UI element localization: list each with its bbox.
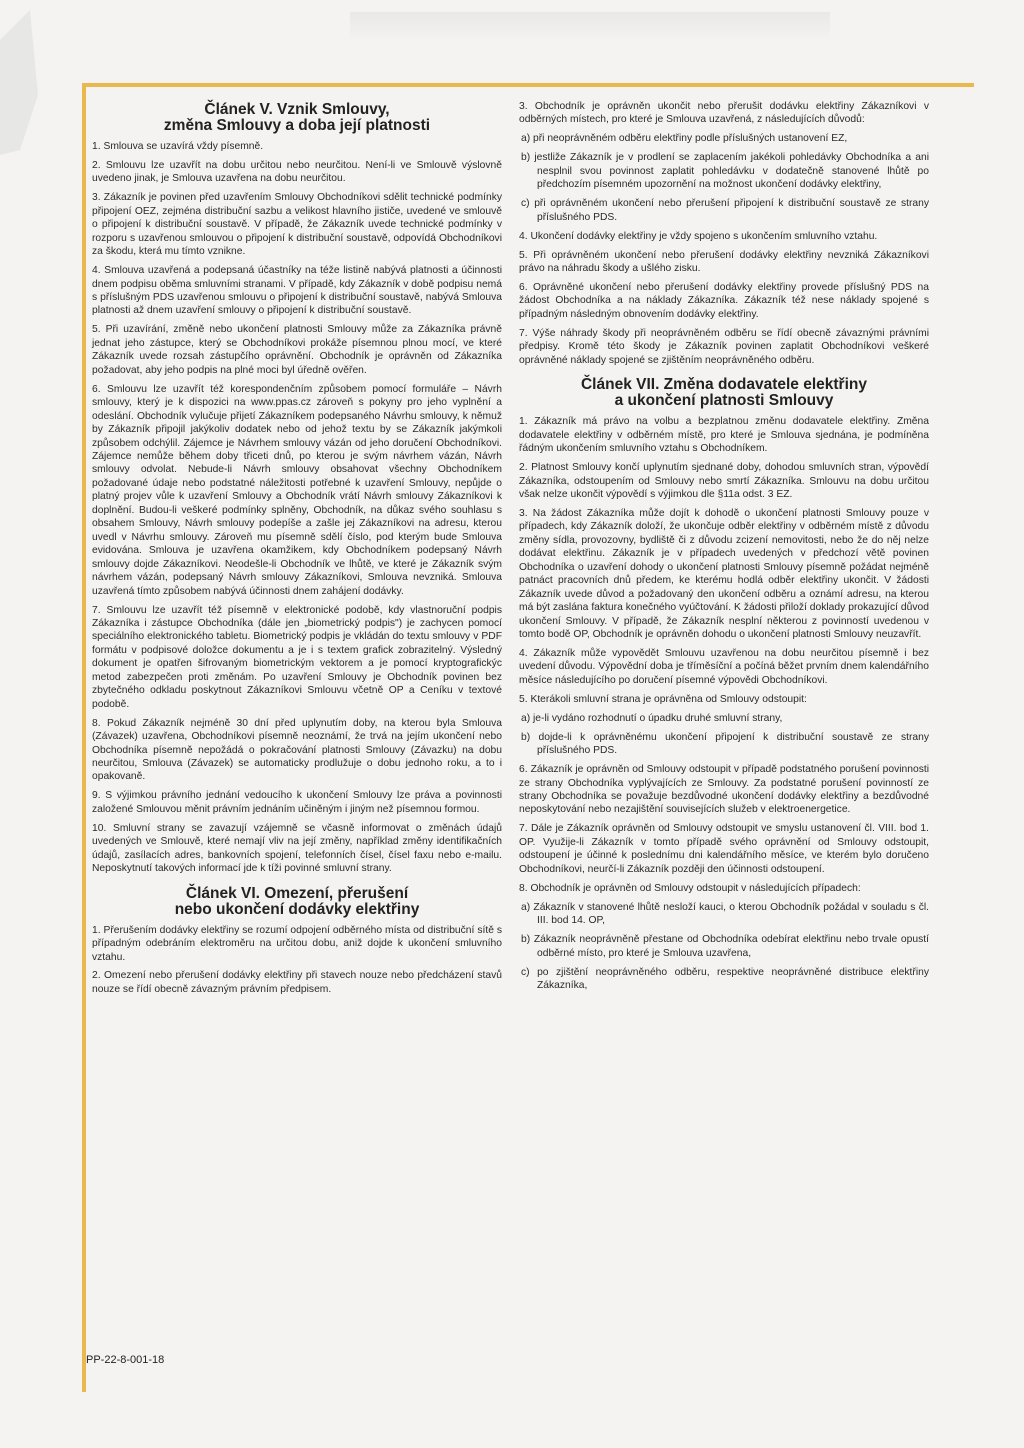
paragraph: 2. Omezení nebo přerušení dodávky elektřiny při stavech nouze nebo předcházení stavů nouze se řídí obecně závazným právním předpisem. — [92, 970, 502, 995]
paragraph: 1. Smlouva se uzavírá vždy písemně. — [92, 141, 264, 152]
list-item: b) jestliže Zákazník je v prodlení se zaplacením jakékoli pohledávky Obchodníka a ani nesplnil svou povinnost zaplatit pohledávku v dodatečně stanovené lhůtě po předchozím písemném upozornění na možnost ukončení dodávky elektřiny, — [521, 152, 929, 191]
list-item: a) Zákazník v stanovené lhůtě nesloží kauci, o kterou Obchodník požádal v souladu s čl. III. bod 14. OP, — [521, 901, 929, 927]
heading-line: změna Smlouvy a doba její platnosti — [163, 117, 431, 134]
paragraph: 3. Zákazník je povinen před uzavřením Smlouvy Obchodníkovi sdělit technické podmínky připojení OEZ, zejména distribuční sazbu a velikost hlavního jističe, uvedené ve smlouvě o připojení k distribuční soustavě. V případě, že Zákazník uvede technické podmínky v rozporu s uzavřenou smlouvou o připojení k distribuční soustavě, odpovídá Obchodníkovi za škodu, která mu tímto vznikne. — [92, 192, 502, 258]
paragraph: 1. Zákazník má právo na volbu a bezplatnou změnu dodavatele elektřiny. Změna dodavatele elektřiny v odběrném místě, pro které je Smlouva sjednána, je podmíněna řádným ukončením smluvního vztahu s Obchodníkem. — [519, 416, 929, 455]
list-item: b) dojde-li k oprávněnému ukončení připojení k distribuční soustavě ze strany příslušného PDS. — [521, 731, 929, 757]
paragraph: 8. Pokud Zákazník nejméně 30 dní před uplynutím doby, na kterou byla Smlouva (Závazek) uzavřena, Obchodníkovi písemně neoznámí, že trvá na jejím ukončení nebo Obchodníka písemně nepožádá o pokračování platnosti Smlouvy (Závazku) na dobu neurčitou, Smlouva (Závazek) se automaticky prodlužuje o dobu jednoho roku, a to i opakovaně. — [92, 717, 502, 783]
paragraph: 7. Smlouvu lze uzavřít též písemně v elektronické podobě, kdy vlastnoruční podpis Zákazníka i zástupce Obchodníka (dále jen „biometrický podpis") je zachycen pomocí speciálního elektronického tabletu. Biometrický podpis je vkládán do textu smlouvy v PDF formátu v podpisové doložce dokumentu a je i s textem grafick zobrazitelný. Výsledný dokument je opatřen šifrovaným biometrickým vektorem a je pomocí kryptografickýc metod zabezpečen proti změnám. Po uzavření Smlouvy je Obchodník povinen bez zbytečného odkladu poskytnout Zákazníkovi Smlouvu včetně OP a Ceníku v textové podobě. — [92, 604, 502, 710]
paragraph: 2. Platnost Smlouvy končí uplynutím sjednané doby, dohodou smluvních stran, výpovědí Zákazníka, odstoupením od Smlouvy nebo smrtí Zákazníka. Smlouvu na dobu určitou však nelze ukončit výpovědí s výjimkou dle §11a odst. 3 EZ. — [519, 462, 929, 500]
paragraph: 4. Ukončení dodávky elektřiny je vždy spojeno s ukončením smluvního vztahu. — [519, 230, 878, 242]
paragraph: 3. Obchodník je oprávněn ukončit nebo přerušit dodávku elektřiny Zákazníkovi v odběrných místech, pro které je Smlouva uzavřená, z následujících důvodů: — [519, 101, 929, 126]
paragraph: 1. Přerušením dodávky elektřiny se rozumí odpojení odběrného místa od distribuční sítě s případným odebráním elektroměru na určitou dobu, aniž dojde k ukončení smluvního vztahu. — [92, 924, 502, 963]
heading-line: Článek V. Vznik Smlouvy, — [204, 101, 390, 118]
paragraph: 8. Obchodník je oprávněn od Smlouvy odstoupit v následujících případech: — [519, 882, 861, 894]
list-item: a) při neoprávněném odběru elektřiny podle příslušných ustanovení EZ, — [521, 133, 848, 145]
paragraph: 6. Zákazník je oprávněn od Smlouvy odstoupit v případě podstatného porušení povinnosti ze strany Obchodníka vyplývajících ze Smlouvy. Za podstatné porušení povinností ze strany Obchodníka se považuje bezdůvodné ukončení dodávky elektřiny a bezdůvodné neposkytování nebo nezajištění souvisejících služeb v elektroenergetice. — [519, 764, 929, 816]
paragraph: 4. Smlouva uzavřená a podepsaná účastníky na téže listině nabývá platnosti a účinnosti dnem podpisu oběma smluvními stranami. V případě, kdy Zákazník v době podpisu nemá s příslušným PDS uzavřenou smlouvu o připojení k distribuční soustavě, nabývá Smlouva platnosti až dnem uzavření smlouvy o připojení k distribuční soustavě. — [92, 265, 502, 317]
paragraph: 5. Při uzavírání, změně nebo ukončení platnosti Smlouvy může za Zákazníka právně jednat jeho zástupce, který se Obchodníkovi prokáže písemnou plnou mocí, ve které Zákazník uvede rozsah zástupčího oprávnění. Obchodník je oprávněn od Zákazníka požadovat, aby jeho podpis na plné moci byl úředně ověřen. — [92, 324, 502, 376]
right-column — [519, 100, 929, 998]
heading-line: Článek VII. Změna dodavatele elektřiny — [580, 376, 867, 394]
list-item: b) Zákazník neoprávněně přestane od Obchodníka odebírat elektřinu nebo trvale opustí odběrné místo, pro které je Smlouva uzavřena, — [521, 934, 929, 959]
document-code: PP-22-8-001-18 — [86, 1354, 165, 1366]
paragraph: 7. Dále je Zákazník oprávněn od Smlouvy odstoupit ve smyslu ustanovení čl. VIII. bod 1. OP. Využije-li Zákazník v tomto případě svého oprávnění od Smlouvy odstoupit, odstoupení je účinné k poslednímu dni kalendářního měsíce, ve kterém bylo doručeno Obchodníkovi, neurčí-li Zákazník později den účinnosti odstoupení. — [519, 823, 929, 875]
paragraph: 5. Kterákoli smluvní strana je oprávněna od Smlouvy odstoupit: — [519, 693, 807, 705]
scan-shadow — [350, 12, 830, 42]
list-item: a) je-li vydáno rozhodnutí o úpadku druhé smluvní strany, — [521, 712, 783, 724]
article-6-heading — [92, 886, 502, 918]
paragraph: 3. Na žádost Zákazníka může dojít k dohodě o ukončení platnosti Smlouvy pouze v případech, kdy Zákazník doloží, že ukončuje odběr elektřiny v odběrném místě z důvodu změny sídla, provozovny, bydliště či z důvodu zcizení nemovitosti, nebo že do něj nelze dodávat elektřinu. Zákazník je v případech uvedených v předchozí větě povinen Obchodníka o uzavření dohody o ukončení platnosti Smlouvy písemně požádat nejméně patnáct pracovních dnů předem, ke kterému hodlá odběr elektřiny ukončit. V žádosti Zákazník uvede důvod a požadovaný den ukončení odběru a oznámí adresu, na kterou má být zaslána faktura konečného vyúčtování. K žádosti přiloží doklady prokazující důvod ukončení Smlouvy. V případě, že Zákazník nesplní některou z povinností uvedenou v tomto bodě OP, Obchodník je oprávněn dohodu o ukončení platnosti Smlouvy neuzavřít. — [519, 507, 929, 640]
paragraph: 7. Výše náhrady škody při neoprávněném odběru se řídí obecně závaznými právními předpisy. Kromě této škody je Zákazník povinen zaplatit Obchodníkovi veškeré oprávněné náklady spojené se zjištěním neoprávněného odběru. — [519, 327, 929, 366]
paragraph: 6. Smlouvu lze uzavřít též korespondenčním způsobem pomocí formuláře – Návrh smlouvy, který je k dispozici na www.ppas.cz zároveň s pokyny pro jeho vyplnění a odeslání. Obchodník vylučuje přijetí Zákazníkem podepsaného Návrhu smlouvy, k němuž by Zákazník připojil jakýkoliv dodatek nebo od jehož textu by se Zákazník jakýmkoli způsobem odchýlil. Zájemce je Návrhem smlouvy vázán od jeho doručení Obchodníkovi. Zájemce nemůže během doby třiceti dnů, po kterou je svým návrhem vázán, Návrh smlouvy odvolat. Nebude-li Návrh smlouvy obsahovat všechny Obchodníkem požadované údaje nebo podstatné náležitosti potřebné k uzavření Smlouvy, nepůjde o platný projev vůle k uzavření Smlouvy a Obchodník vrátí Návrh smlouvy Zákazníkovi k doplnění. Budou-li veškeré podmínky splněny, Obchodník, na důkaz svého souhlasu s obsahem Smlouvy, Návrh smlouvy podepíše a zašle jej Zákazníkovi na adresu, kterou uvedl v Návrhu smlouvy. Zároveň mu písemně sdělí číslo, pod kterým bude Smlouva evidována. Smlouva je uzavřena okamžikem, kdy Obchodníkem podepsaný Návrh smlouvy dojde Zákazníkovi. Neodešle-li Obchodník ve lhůtě, ve které je Zákazník svým návrhem vázán, podepsaný Návrh smlouvy Zákazníkovi, Smlouva nevzniká. Smlouva uzavřená tímto způsobem nabývá účinnosti dnem zahájení dodávky. — [92, 383, 502, 597]
heading-line: a ukončení platnosti Smlouvy — [614, 392, 834, 410]
scan-artifact — [0, 0, 70, 160]
paragraph: 5. Při oprávněném ukončení nebo přerušení dodávky elektřiny nevzniká Zákazníkovi právo na náhradu škody a ušlého zisku. — [519, 249, 929, 275]
heading-line: Článek VI. Omezení, přerušení — [185, 884, 409, 902]
article-7-heading — [519, 377, 929, 409]
paragraph: 10. Smluvní strany se zavazují vzájemně se včasně informovat o změnách údajů uvedených ve Smlouvě, které nemají vliv na její změny, například změny identifikačních údajů, zasílacích adres, bankovních spojení, telefonních čísel, čísel faxu nebo e-mailu. Neposkytnutí takových informací jde k tíži povinné smluvní strany. — [92, 822, 502, 875]
heading-line: nebo ukončení dodávky elektřiny — [174, 900, 420, 918]
article-5-heading — [92, 102, 502, 134]
paragraph: 9. S výjimkou právního jednání vedoucího k ukončení Smlouvy lze práva a povinnosti založené Smlouvou měnit právním jednáním učiněným i jiným než písemnou formou. — [92, 790, 502, 815]
paragraph: 6. Oprávněné ukončení nebo přerušení dodávky elektřiny provede příslušný PDS na žádost Obchodníka a na náklady Zákazníka. Zákazník též nese náklady spojené s případným následným obnovením dodávky elektřiny. — [519, 281, 929, 320]
list-item: c) po zjištění neoprávněného odběru, respektive neoprávněné distribuce elektřiny Zákazníka, — [521, 966, 929, 991]
left-column — [92, 100, 502, 1002]
paragraph: 4. Zákazník může vypovědět Smlouvu uzavřenou na dobu neurčitou písemně i bez uvedení důvodu. Výpovědní doba je tříměsíční a počíná běžet prvním dnem kalendářního měsíce následujícího po doručení písemné výpovědi Obchodníkovi. — [519, 647, 929, 686]
paragraph: 2. Smlouvu lze uzavřít na dobu určitou nebo neurčitou. Není-li ve Smlouvě výslovně uvedeno jinak, je Smlouva uzavřena na dobu neurčitou. — [92, 159, 502, 185]
list-item: c) při oprávněném ukončení nebo přerušení připojení k distribuční soustavě ze strany příslušného PDS. — [521, 198, 929, 223]
